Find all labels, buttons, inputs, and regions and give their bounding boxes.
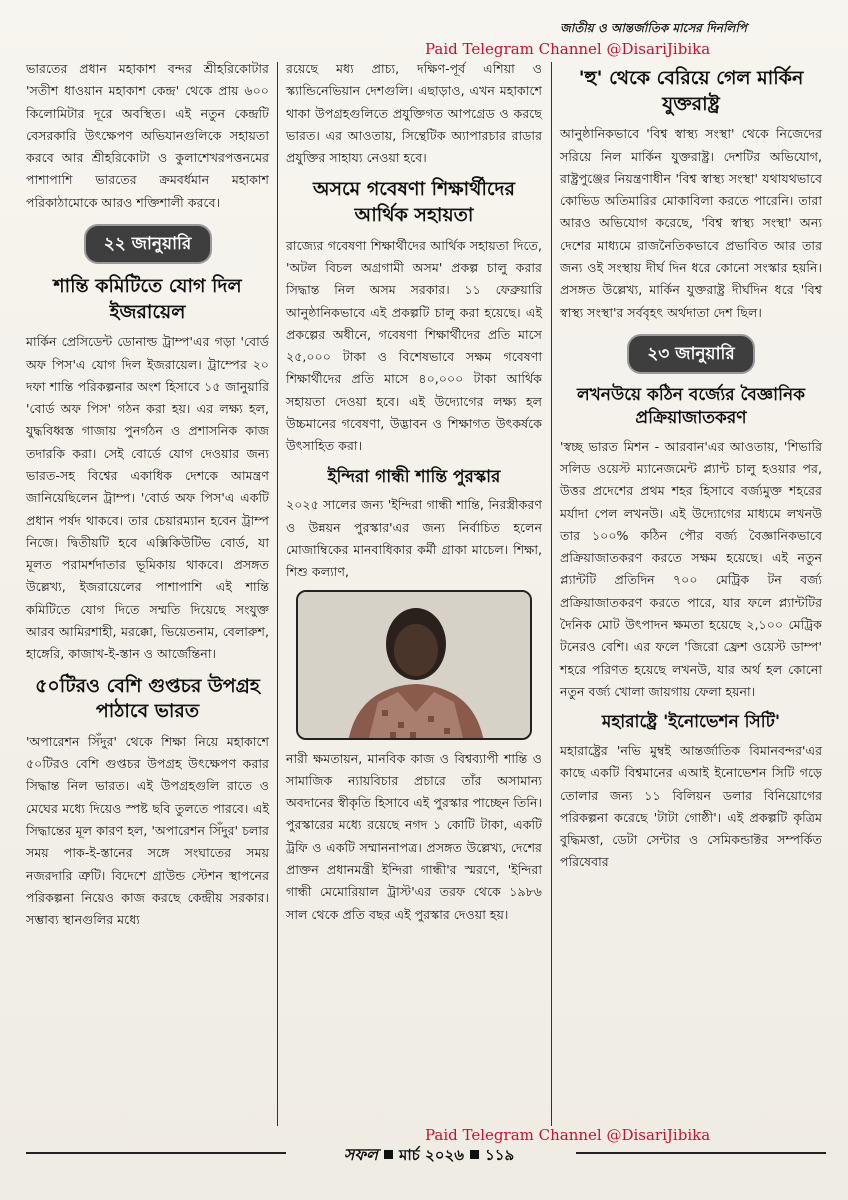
article-heading: 'হু' থেকে বেরিয়ে গেল মার্কিন যুক্তরাষ্ট্র: [578, 67, 804, 115]
article-body: ২০২৫ সালের জন্য 'ইন্দিরা গান্ধী শান্তি, নিরস্ত্রীকরণ ও উন্নয়ন পুরস্কার'এর জন্য নির্বাচিত হলেন মোজাম্বিকের মানবাধিকার কর্মী গ্রাকা মাচেল। শিক্ষা, শিশু কল্যাণ,: [286, 497, 542, 580]
column-1: [26, 58, 269, 933]
column-divider: [277, 62, 278, 1126]
article-heading: ইন্দিরা গান্ধী শান্তি পুরস্কার: [327, 466, 501, 487]
article-body: নারী ক্ষমতায়ন, মানবিক কাজ ও বিশ্বব্যাপী শান্তি ও সামাজিক ন্যায়বিচার প্রচারে তাঁর অসামান্য অবদানের স্বীকৃতি হিসাবে এই পুরস্কার পাচ্ছেন তিনি। পুরস্কারের মধ্যে রয়েছে নগদ ১ কোটি টাকা, একটি ট্রফি ও একটি সম্মাননাপত্র। প্রসঙ্গত উল্লেখ্য, দেশের প্রাক্তন প্রধানমন্ত্রী ইন্দিরা গান্ধী'র স্মরণে, 'ইন্দিরা গান্ধী মেমোরিয়াল ট্রাস্ট'এর তরফ থেকে ১৯৮৬ সাল থেকে প্রতি বছর এই পুরস্কার দেওয়া হয়।: [286, 750, 542, 922]
article-body: মহারাষ্ট্রের 'নভি মুম্বই আন্তর্জাতিক বিমানবন্দর'এর কাছে একটি বিশ্বমানের এআই ইনোভেশন সিটি গড়ে তোলার জন্য ১১ বিলিয়ন ডলার বিনিয়োগের পরিকল্পনা করেছে 'টাটা গোষ্ঠী'। এই প্রকল্পটি কৃত্রিম বুদ্ধিমত্তা, ডেটা সেন্টার ও সেমিকন্ডাক্টর সম্পর্কিত পরিষেবার: [560, 743, 822, 870]
article-heading: ৫০টিরও বেশি গুপ্তচর উপগ্রহ পাঠাবে ভারত: [35, 674, 260, 723]
article-body: 'অপারেশন সিঁদুর' থেকে শিক্ষা নিয়ে মহাকাশে ৫০টিরও বেশি গুপ্তচর উপগ্রহ উৎক্ষেপণ করার সিদ্ধান্ত নিল ভারত। এই উপগ্রহগুলি রাতে ও মেঘের মধ্যে দিয়েও স্পষ্ট ছবি তুলতে পারবে। এই সিদ্ধান্তের মূল কারণ হল, 'অপারেশন সিঁদুর' চলার সময় পাক-ই-স্তানের সঙ্গে সংঘাতের সময় নজরদারি ত্রুটি। বিদেশে গ্রাউন্ড স্টেশন স্থাপনের পরিকল্পনা নিয়েও কাজ করছে কেন্দ্রীয় সরকার। সম্ভাব্য স্থানগুলির মধ্যে: [26, 733, 269, 928]
column-2: [286, 58, 542, 928]
portrait-photo: [296, 590, 532, 740]
article-body: রাজ্যের গবেষণা শিক্ষার্থীদের আর্থিক সহায়তা দিতে, 'অটল বিচল অগ্রগামী অসম' প্রকল্প চালু করার সিদ্ধান্ত নিল অসম সরকার। ১১ ফেব্রুয়ারি আনুষ্ঠানিকভাবে এই প্রকল্পটি চালু করা হয়েছে। এই প্রকল্পের অধীনে, গবেষণা শিক্ষার্থীদের প্রতি মাসে ২৫,০০০ টাকা ও বিশেষভাবে সক্ষম গবেষণা শিক্ষার্থীদের প্রতি মাসে ৪০,০০০ টাকা আর্থিক সহায়তা দেওয়া হবে। এই উদ্যোগের লক্ষ্য হল উচ্চমানের গবেষণা, উদ্ভাবন ও শিক্ষাগত উৎকর্ষকে উৎসাহিত করা।: [286, 237, 542, 454]
article-heading: লখনউয়ে কঠিন বর্জ্যের বৈজ্ঞানিক প্রক্রিয়াজাতকরণ: [576, 384, 806, 428]
article-body: মার্কিন প্রেসিডেন্ট ডোনাল্ড ট্রাম্প'এর গড়া 'বোর্ড অফ পিস'এ যোগ দিল ইজরায়েল। ট্রাম্পের ২০ দফা শান্তি পরিকল্পনার অংশ হিসাবে ১৫ জানুয়ারি 'বোর্ড অফ পিস' গঠন করা হয়। এর লক্ষ্য হল, যুদ্ধবিধ্বস্ত গাজায় পুনর্গঠন ও প্রশাসনিক কাজ তদারকি করা। সেই বোর্ডে যোগ দেওয়ার জন্য ভারত-সহ বিশ্বের একাধিক দেশকে আমন্ত্রণ জানিয়েছিলেন ট্রাম্প। 'বোর্ড অফ পিস'এ একটি প্রধান পর্ষদ থাকবে। তার চেয়ারম্যান হবেন ট্রাম্প নিজে। দ্বিতীয়টি হবে এক্সিকিউটিভ বোর্ড, যা মূলত পরামর্শদাতার ভূমিকায় থাকবে। প্রসঙ্গত উল্লেখ্য, ইজরায়েলের পাশাপাশি এই শান্তি কমিটিতে যোগ দিতে সম্মতি দিয়েছে সংযুক্ত আরব আমিরশাহী, মরক্কো, ভিয়েতনাম, বেলারুশ, হাঙ্গেরি, কাজাখ-ই-স্তান ও আর্জেন্তিনা।: [26, 334, 269, 662]
page-footer: [294, 1142, 564, 1169]
date-badge: ২২ জানুয়ারি: [84, 224, 212, 264]
watermark-top: Paid Telegram Channel @DisariJibika: [425, 40, 711, 58]
article-heading: অসমে গবেষণা শিক্ষার্থীদের আর্থিক সহায়তা: [313, 178, 515, 227]
magazine-name: সফল: [343, 1145, 378, 1164]
footer-rule: [26, 1152, 286, 1154]
article-heading: শান্তি কমিটিতে যোগ দিল ইজরায়েল: [53, 275, 242, 323]
date-badge: ২৩ জানুয়ারি: [627, 334, 755, 374]
article-body: রয়েছে মধ্য প্রাচ্য, দক্ষিণ-পূর্ব এশিয়া ও স্ক্যান্ডিনেভিয়ান দেশগুলি। এছাড়াও, এখন মহাকাশে থাকা উপগ্রহগুলিতে প্রযুক্তিগত আপগ্রেড ও করছে ভারত। এর আওতায়, সিন্থেটিক অ্যাপারচার রাডার প্রযুক্তির সাহায্য নেওয়া হবে।: [286, 61, 542, 166]
watermark-bottom: Paid Telegram Channel @DisariJibika: [425, 1126, 711, 1144]
square-bullet-icon: [384, 1150, 393, 1159]
article-heading: মহারাষ্ট্রে 'ইনোভেশন সিটি': [601, 712, 781, 733]
article-body: 'স্বচ্ছ ভারত মিশন - আরবান'এর আওতায়, 'শিভারি সলিড ওয়েস্ট ম্যানেজমেন্ট প্ল্যান্ট চালু হওয়ার পর, উত্তর প্রদেশের প্রথম শহর হিসাবে বর্জ্যমুক্ত শহরের মর্যাদা পেল লখনউ। এই উদ্যোগের মাধ্যমে লখনউ তার ১০০% কঠিন পৌর বর্জ্য বৈজ্ঞানিকভাবে প্রক্রিয়াজাতকরণ করতে সক্ষম হয়েছে। এই নতুন প্ল্যান্টটি প্রতিদিন ৭০০ মেট্রিক টন বর্জ্য প্রক্রিয়াজাতকরণ করতে পারে, যার ফলে প্ল্যান্টটির দৈনিক মোট উৎপাদন ক্ষমতা হয়েছে ২,১০০ মেট্রিক টনেরও বেশি। এর ফলে 'জিরো ফ্রেশ ওয়েস্ট ডাম্প' শহরে পরিণত হয়েছে লখনউ, যার অর্থ হল কোনো নতুন বর্জ্য খোলা জায়গায় ফেলা হয়না।: [560, 438, 822, 699]
page-number: ১১৯: [485, 1146, 515, 1164]
article-body: ভারতের প্রধান মহাকাশ বন্দর শ্রীহরিকোটার 'সতীশ ধাওয়ান মহাকাশ কেন্দ্র' থেকে প্রায় ৬০০ কিলোমিটার দূরে অবস্থিত। এই নতুন কেন্দ্রটি বেসরকারি উৎক্ষেপণ অভিযানগুলিকে সহায়তা করবে আর শ্রীহরিকোটা ও কুলাশেখরপত্তনমের পাশাপাশি ভারতের ক্রমবর্ধমান মহাকাশ পরিকাঠামোকে আরও শক্তিশালী করবে।: [26, 61, 269, 210]
running-header: জাতীয় ও আন্তর্জাতিক মাসের দিনলিপি: [560, 21, 747, 35]
footer-rule: [576, 1152, 826, 1154]
portrait-illustration: [298, 592, 532, 740]
article-body: আনুষ্ঠানিকভাবে 'বিশ্ব স্বাস্থ্য সংস্থা' থেকে নিজেদের সরিয়ে নিল মার্কিন যুক্তরাষ্ট্র। দেশটির অভিযোগ, রাষ্ট্রপুঞ্জের নিয়ন্ত্রণাধীন 'বিশ্ব স্বাস্থ্য সংস্থা' যথাযথভাবে কোভিড অতিমারির মোকাবিলা করতে পারেনি। তারা আরও অভিযোগ করেছে, 'বিশ্ব স্বাস্থ্য সংস্থা' অন্য দেশের মাধ্যমে রাজনৈতিকভাবে প্রভাবিত আর তার জন্য ওই সংস্থায় দীর্ঘ দিন ধরে কোনো সংস্কার হয়নি। প্রসঙ্গত উল্লেখ্য, মার্কিন যুক্তরাষ্ট্র দীর্ঘদিন ধরে 'বিশ্ব স্বাস্থ্য সংস্থা'র সর্ববৃহৎ অর্থদাতা দেশ ছিল।: [560, 126, 822, 320]
square-bullet-icon: [470, 1150, 479, 1159]
column-divider: [551, 62, 552, 1126]
column-3: [560, 58, 822, 876]
issue-month: মার্চ ২০২৬: [398, 1146, 464, 1164]
